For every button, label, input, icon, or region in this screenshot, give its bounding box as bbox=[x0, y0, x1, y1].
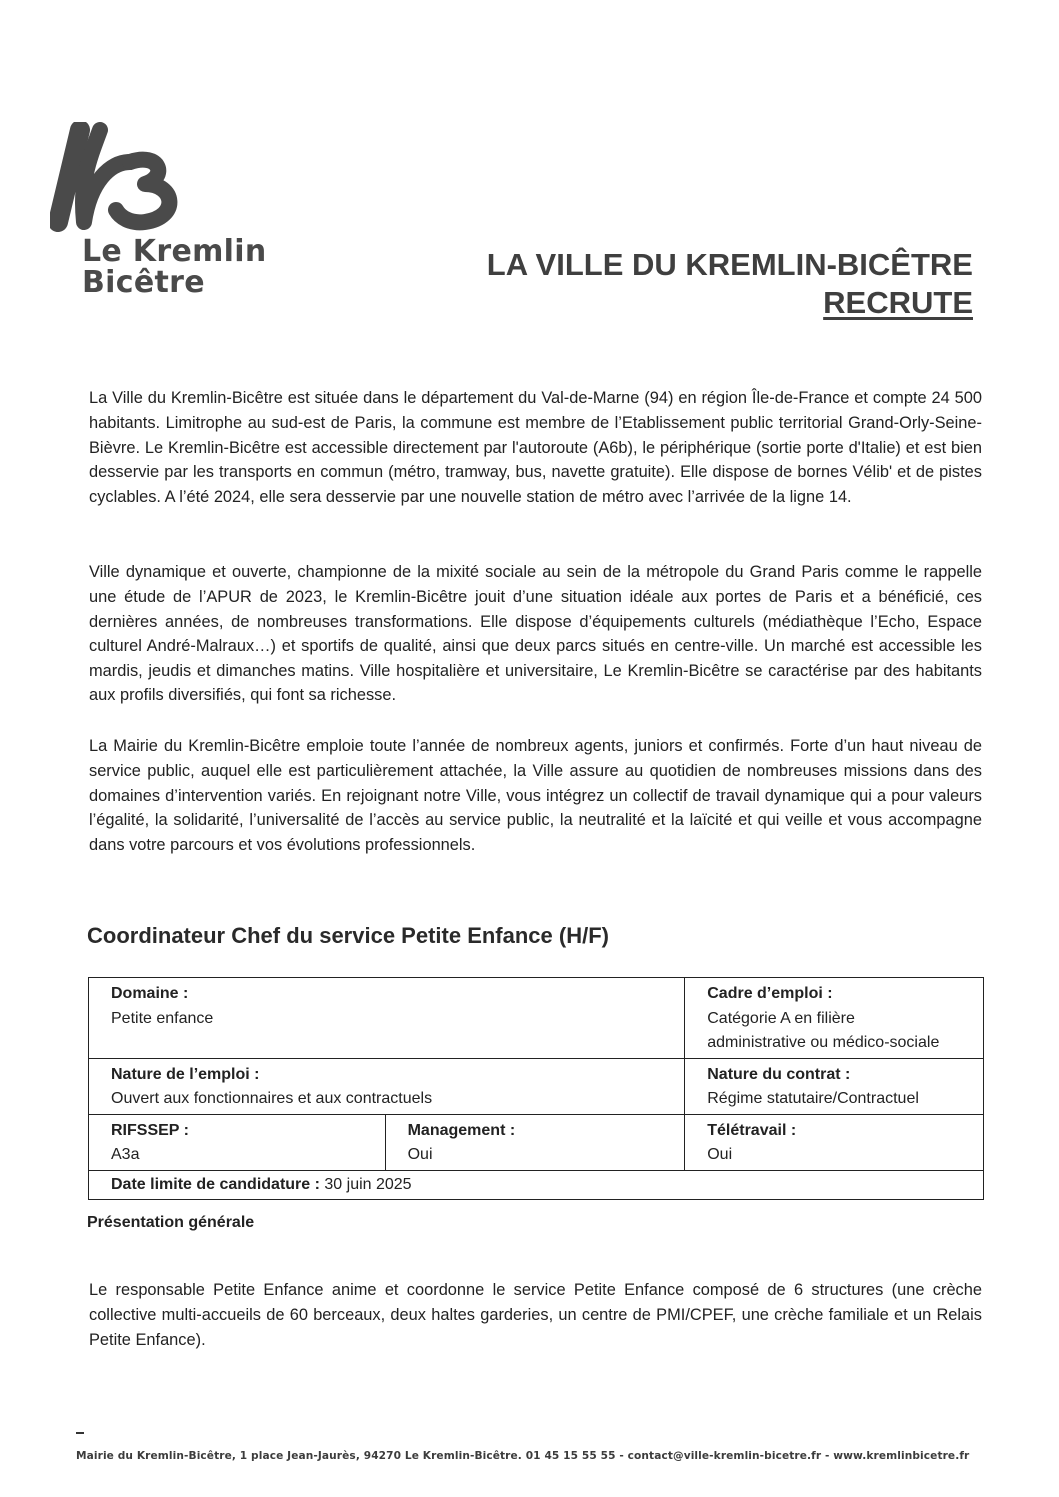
job-title: Coordinateur Chef du service Petite Enfance (H/F) bbox=[87, 923, 609, 948]
domaine-value: Petite enfance bbox=[111, 1009, 214, 1027]
kremlin-bicetre-logo bbox=[50, 122, 280, 302]
nature-contrat-label: Nature du contrat : bbox=[707, 1065, 851, 1083]
teletravail-label: Télétravail : bbox=[707, 1121, 797, 1139]
cadre-value-line-2: administrative ou médico-sociale bbox=[707, 1034, 940, 1051]
nature-contrat-value: Régime statutaire/Contractuel bbox=[707, 1090, 919, 1107]
cell-nature-contrat bbox=[685, 1058, 984, 1114]
domaine-label: Domaine : bbox=[111, 985, 189, 1002]
cell-teletravail bbox=[685, 1114, 984, 1170]
presentation-heading: Présentation générale bbox=[87, 1214, 255, 1231]
page-headline bbox=[487, 246, 973, 322]
table-row bbox=[89, 1058, 984, 1114]
cell-domaine bbox=[89, 978, 685, 1059]
nature-emploi-value: Ouvert aux fonctionnaires et aux contractuels bbox=[111, 1090, 433, 1107]
cadre-label: Cadre d’emploi : bbox=[707, 985, 833, 1002]
nature-emploi-label: Nature de l’emploi : bbox=[111, 1065, 260, 1083]
table-row bbox=[89, 978, 984, 1059]
headline-line-1: LA VILLE DU KREMLIN-BICÊTRE bbox=[486, 247, 973, 282]
table-row bbox=[89, 1114, 984, 1170]
job-info-table bbox=[88, 977, 984, 1200]
cell-nature-emploi bbox=[89, 1058, 685, 1114]
logo-wordmark bbox=[82, 236, 266, 298]
rifseep-value: A3a bbox=[111, 1146, 140, 1163]
cell-cadre bbox=[685, 978, 984, 1059]
table-row bbox=[89, 1170, 984, 1200]
logo-line-1: Le Kremlin bbox=[82, 234, 267, 269]
rifseep-label: RIFSSEP : bbox=[111, 1121, 189, 1139]
footer-divider bbox=[76, 1432, 84, 1434]
presentation-paragraph: Le responsable Petite Enfance anime et coordonne le service Petite Enfance composé de 6 structures (une crèche collective multi-accueils de 60 berceaux, deux haltes garderies, un centre de PMI/CPEF, une crèche familiale et un Relais Petite Enfance). bbox=[89, 1281, 982, 1349]
intro-paragraph-2: Ville dynamique et ouverte, championne de la mixité sociale au sein de la métropole du Grand Paris comme le rappelle une étude de l’APUR de 2023, le Kremlin-Bicêtre jouit d’une situation idéale aux portes de Paris et a bénéficié, ces dernières années, de nombreuses transformations. Elle dispose d’équipements culturels (médiathèque l’Echo, Espace culturel André-Malraux…) et sportifs de qualité, ainsi que deux parcs situés en centre-ville. Un marché est accessible les mardis, jeudis et dimanches matins. Ville hospitalière et universitaire, Le Kremlin-Bicêtre se caractérise par des habitants aux profils diversifiés, qui font sa richesse. bbox=[89, 563, 982, 705]
management-value: Oui bbox=[407, 1146, 433, 1163]
intro-paragraph-1: La Ville du Kremlin-Bicêtre est située dans le département du Val-de-Marne (94) en région Île-de-France et compte 24 500 habitants. Limitrophe au sud-est de Paris, la commune est membre de l’Etablissement public territorial Grand-Orly-Seine-Bièvre. Le Kremlin-Bicêtre est accessible directement par l'autoroute (A6b), le périphérique (sortie porte d'Italie) et est bien desservie par les transports en commun (métro, tramway, bus, navette gratuite). Elle dispose de bornes Vélib' et de pistes cyclables. A l’été 2024, elle sera desservie par une nouvelle station de métro avec l’arrivée de la ligne 14. bbox=[89, 389, 982, 506]
management-label: Management : bbox=[407, 1121, 516, 1139]
cell-rifseep bbox=[89, 1114, 386, 1170]
footer-contact: Mairie du Kremlin-Bicêtre, 1 place Jean-Jaurès, 94270 Le Kremlin-Bicêtre. 01 45 15 55 55 - contact@ville-kremlin-bicetre.fr - www.kremlinbicetre.fr bbox=[76, 1450, 970, 1462]
teletravail-value: Oui bbox=[707, 1146, 733, 1163]
intro-paragraph-3: La Mairie du Kremlin-Bicêtre emploie toute l’année de nombreux agents, juniors et confirmés. Forte d’un haut niveau de service public, auquel elle est particulièrement attachée, la Ville assure au quotidien de nombreuses missions dans des domaines d’intervention variés. En rejoignant notre Ville, vous intégrez un collectif de travail dynamique qui a pour valeurs l’égalité, la solidarité, l’universalité de l’accès au service public, la neutralité et la laïcité et qui veille et vous accompagne dans votre parcours et vos évolutions professionnels. bbox=[89, 737, 982, 854]
cadre-value-line-1: Catégorie A en filière bbox=[707, 1009, 855, 1027]
logo-line-2: Bicêtre bbox=[82, 265, 205, 300]
date-limite-label: Date limite de candidature : bbox=[111, 1175, 320, 1193]
cell-management bbox=[385, 1114, 685, 1170]
date-limite-value: 30 juin 2025 bbox=[324, 1175, 412, 1193]
kb-monogram-icon bbox=[50, 122, 190, 232]
headline-line-2: RECRUTE bbox=[823, 285, 973, 320]
cell-date-limite bbox=[89, 1170, 984, 1200]
